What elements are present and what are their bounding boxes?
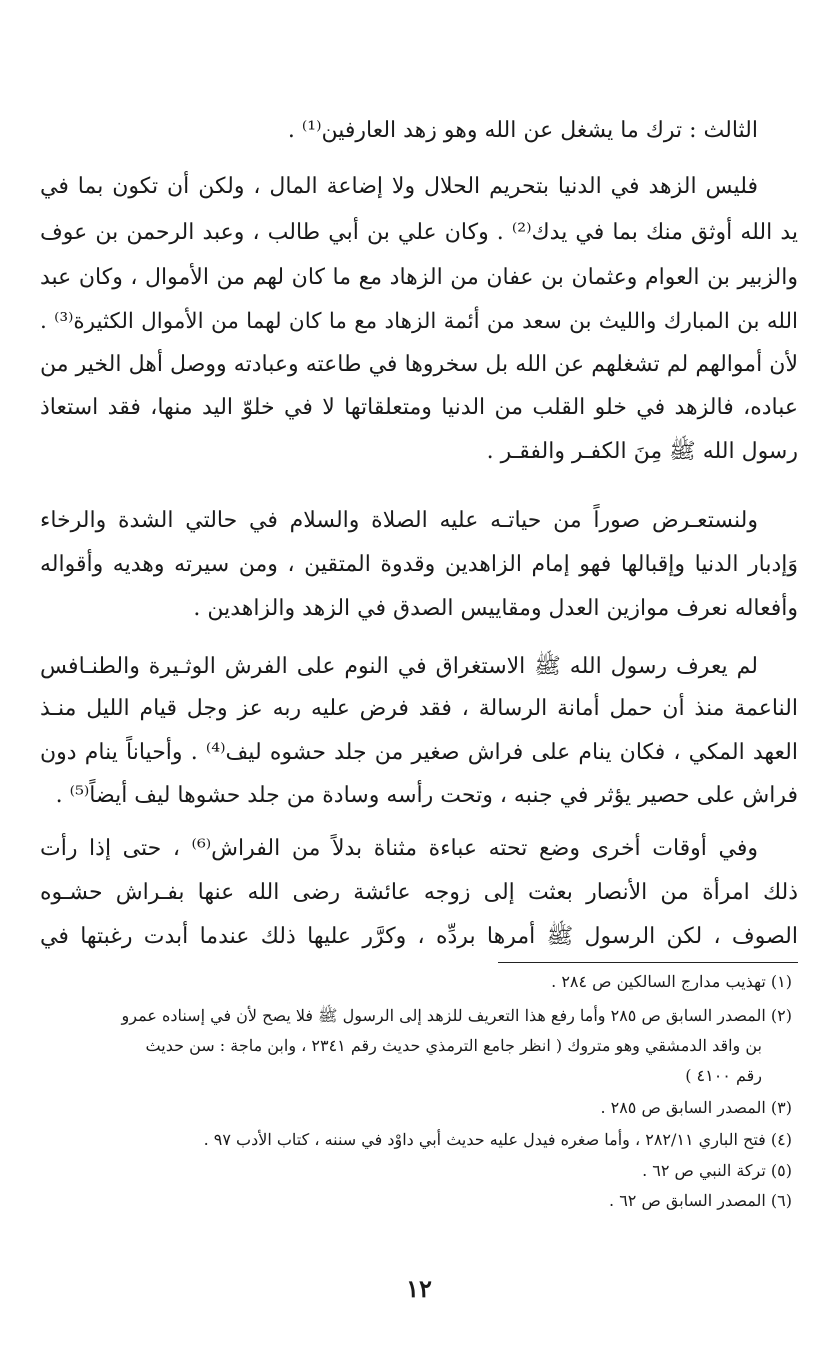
- body-line: رسول الله ﷺ مِنَ الكفـر والفقـر .: [486, 439, 798, 464]
- footnote-continuation: رقم ٤١٠٠ ): [685, 1066, 762, 1085]
- body-line: فراش على حصير يؤثر في جنبه ، وتحت رأسه وسادة من جلد حشوها ليف أيضاً⁽⁵⁾ .: [55, 783, 798, 808]
- footnote: (١) تهذيب مدارج السالكين ص ٢٨٤ .: [551, 972, 792, 991]
- body-line: الثالث : ترك ما يشغل عن الله وهو زهد العارفين⁽¹⁾ .: [287, 118, 758, 143]
- body-line: وفي أوقات أخرى وضع تحته عباءة مثناة بدلاً من الفراش⁽⁶⁾ ، حتى إذا رأت: [40, 836, 758, 861]
- footnote-continuation: بن واقد الدمشقي وهو متروك ( انظر جامع الترمذي حديث رقم ٢٣٤١ ، وابن ماجة : سن حديث: [145, 1036, 762, 1055]
- body-line: لم يعرف رسول الله ﷺ الاستغراق في النوم على الفرش الوثـيرة والطنـافس: [40, 654, 758, 679]
- body-line: فليس الزهد في الدنيا بتحريم الحلال ولا إضاعة المال ، ولكن أن تكون بما في: [40, 174, 758, 199]
- body-line: وأفعاله نعرف موازين العدل ومقاييس الصدق في الزهد والزاهدين .: [193, 596, 798, 621]
- body-line: العهد المكي ، فكان ينام على فراش صغير من جلد حشوه ليف⁽⁴⁾ . وأحياناً ينام دون: [40, 740, 798, 765]
- footnote: (٤) فتح الباري ٢٨٢/١١ ، وأما صغره فيدل عليه حديث أبي داوْد في سننه ، كتاب الأدب ٩٧ .: [203, 1130, 792, 1149]
- body-line: والزبير بن العوام وعثمان بن عفان من الزهاد مع ما كان لهم من الأموال ، وكان عبد: [40, 265, 798, 290]
- body-line: ذلك امرأة من الأنصار بعثت إلى زوجه عائشة رضى الله عنها بفـراش حشـوه: [40, 880, 798, 905]
- body-line: الصوف ، لكن الرسول ﷺ أمرها بردِّه ، وكرَّر عليها ذلك عندما أبدت رغبتها في: [40, 924, 798, 949]
- body-line: الناعمة منذ أن حمل أمانة الرسالة ، فقد فرض عليه ربه عز وجل قيام الليل منـذ: [40, 696, 798, 721]
- footnote: (٢) المصدر السابق ص ٢٨٥ وأما رفع هذا التعريف للزهد إلى الرسول ﷺ فلا يصح لأن في إسناده عمرو: [121, 1006, 792, 1025]
- footnote: (٥) تركة النبي ص ٦٢ .: [642, 1161, 792, 1180]
- page-number: ١٢: [406, 1274, 432, 1303]
- body-line: لأن أموالهم لم تشغلهم عن الله بل سخروها في طاعته وعبادته ووصل أهل الخير من: [40, 352, 798, 377]
- body-line: يد الله أوثق منك بما في يدك⁽²⁾ . وكان علي بن أبي طالب ، وعبد الرحمن بن عوف: [40, 220, 798, 245]
- footnote-divider: [498, 962, 798, 963]
- body-line: الله بن المبارك والليث بن سعد من أئمة الزهاد مع ما كان لهما من الأموال الكثيرة⁽³⁾ .: [40, 309, 798, 334]
- footnote: (٦) المصدر السابق ص ٦٢ .: [609, 1191, 792, 1210]
- footnote: (٣) المصدر السابق ص ٢٨٥ .: [600, 1098, 792, 1117]
- body-line: وَإدبار الدنيا وإقبالها فهو إمام الزاهدين وقدوة المتقين ، ومن سيرته وهديه وأقواله: [40, 552, 798, 577]
- body-line: ولنستعـرض صوراً من حياتـه عليه الصلاة والسلام في حالتي الشدة والرخاء: [40, 508, 758, 533]
- body-line: عباده، فالزهد في خلو القلب من الدنيا ومتعلقاتها لا في خلوّ اليد منها، فقد استعاذ: [40, 395, 798, 420]
